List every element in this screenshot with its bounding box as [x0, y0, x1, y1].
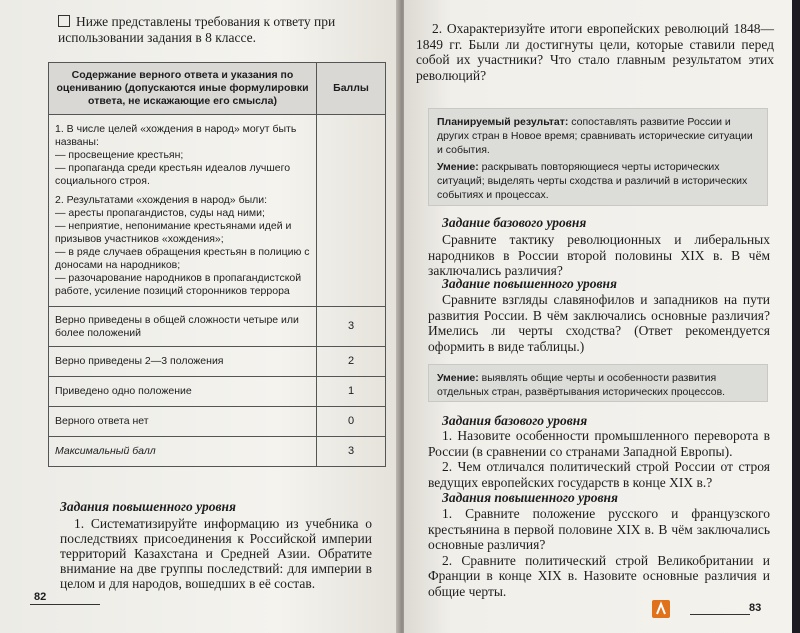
page-number-left: 82 [34, 591, 47, 603]
advanced-tasks-2: 1. Сравните положение русского и французского крестьянина в первой половине XIX в. В чём заключались основные различия? 2. Сравните политический строй Великобритании и Франции в конце XIX в. Назовите основные различия и общие черты. [428, 506, 770, 599]
intro-text: Ниже представлены требования к ответу при использовании задания в 8 классе. [58, 14, 336, 45]
heading-basic-1: Задание базового уровня [442, 215, 587, 230]
task-2: 2. Охарактеризуйте итоги европейских революций 1848—1849 гг. Были ли достигнуты цели, которые ставили перед собой их участники? Что стало главным результатом этих революций? [416, 21, 774, 83]
basic-tasks-2: 1. Назовите особенности промышленного переворота в России (в сравнении со странами Западной Европы). 2. Чем отличался политический строй России от строя ведущих европейских государств в конце XIX в.? [428, 428, 770, 490]
advanced-task-1: Сравните взгляды славянофилов и западников на пути развития России. В чём заключались основные различия? Имелись ли черты сходства? (Ответ рекомендуется оформить в виде таблицы.) [428, 292, 770, 354]
table-row: Верно приведены в общей сложности четыре или более положений 3 [49, 307, 386, 347]
header-content: Содержание верного ответа и указания по оцениванию (допускаются иные формулировки ответа, не искажающие его смысла) [49, 63, 317, 115]
basic-task-1: Сравните тактику революционных и либеральных народников в России второй половины XIX в. В чём заключались различия? [428, 232, 770, 278]
planned-result-box: Планируемый результат: сопоставлять развитие России и других стран в Новое время; сравнивать исторические ситуации и события. Умение: раскрывать повторяющиеся черты исторических ситуаций; выделять черты сходства и различий в исторических событиях и процессах. [428, 108, 768, 206]
requirements-table [48, 62, 386, 467]
page-number-right: 83 [749, 602, 762, 614]
answer-content: 1. В числе целей «хождения в народ» могут быть названы: — просвещение крестьян; — пропаганда среди крестьян идеалов лучшего социального строя. 2. Результатами «хождения в народ» были: — аресты пропагандистов, суды над ними; — неприятие, непонимание крестьянами идей и призывов участников «хождения»; — в ряде случаев обращения крестьян в полицию с доносами на народников; — разочарование народников в пропагандистской работе, усиление позиций сторонников террора [49, 115, 317, 307]
page-rule [30, 604, 100, 605]
labirint-logo-icon [652, 600, 670, 618]
page-rule-right [690, 614, 750, 615]
table-row-content [49, 115, 386, 307]
header-points: Баллы [317, 63, 386, 115]
checkbox-icon [58, 15, 70, 27]
right-edge [792, 0, 800, 633]
heading-advanced-2: Задания повышенного уровня [442, 490, 618, 505]
task-text: 1. Систематизируйте информацию из учебника о последствиях присоединения к Российской империи территорий Казахстана и Средней Азии. Обратите внимание на две группы последствий: для империи в целом и для народов, вошедших в её состав. [60, 516, 372, 591]
table-row: Приведено одно положение 1 [49, 377, 386, 407]
heading-basic-2: Задания базового уровня [442, 413, 588, 428]
skill-box: Умение: выявлять общие черты и особенности развития отдельных стран, развёртывания исторических процессов. [428, 364, 768, 402]
heading-advanced-1: Задание повышенного уровня [442, 276, 617, 291]
table-row: Верного ответа нет 0 [49, 407, 386, 437]
table-row: Максимальный балл 3 [49, 437, 386, 467]
table-header-row [49, 63, 386, 115]
section-heading: Задания повышенного уровня [60, 499, 236, 514]
table-row: Верно приведены 2—3 положения 2 [49, 347, 386, 377]
